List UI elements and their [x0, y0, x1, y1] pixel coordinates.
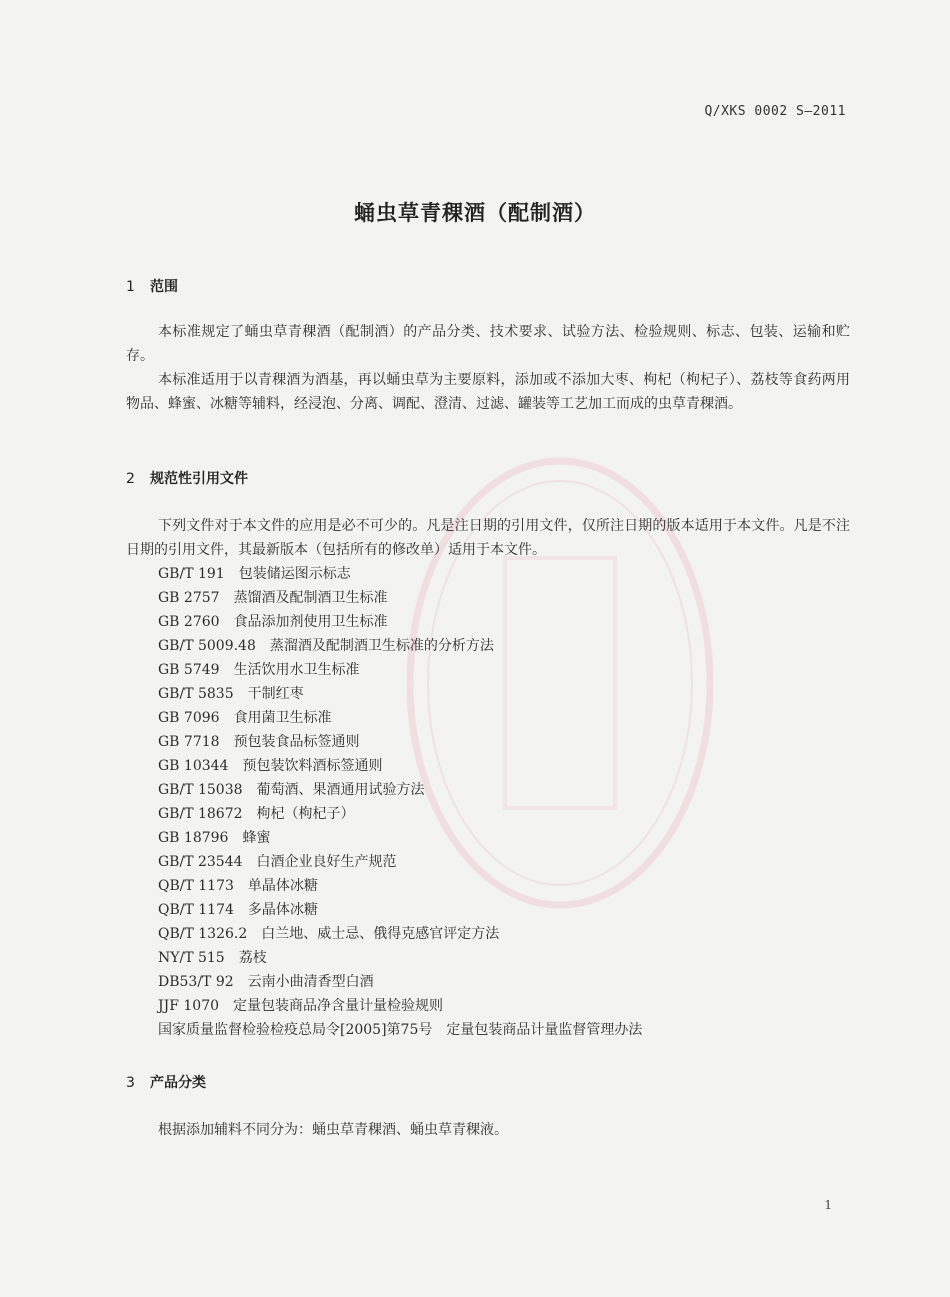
- reference-code: GB/T 5835: [158, 686, 234, 702]
- list-item: [158, 754, 642, 778]
- reference-title: 包装储运图示标志: [238, 566, 351, 582]
- reference-code: GB/T 5009.48: [158, 638, 256, 654]
- reference-title: 枸杞（枸杞子）: [256, 806, 355, 822]
- reference-title: 定量包装商品净含量计量检验规则: [233, 998, 444, 1014]
- section-heading-classification: [126, 1072, 206, 1092]
- list-item: [158, 658, 642, 682]
- reference-title: 荔枝: [238, 950, 267, 966]
- reference-code: GB 2760: [158, 614, 220, 630]
- reference-code: DB53/T 92: [158, 974, 234, 990]
- reference-code: NY/T 515: [158, 950, 225, 966]
- section-number: 1: [126, 279, 135, 295]
- reference-code: JJF 1070: [158, 998, 220, 1014]
- reference-title: 蜂蜜: [242, 830, 271, 846]
- reference-title: 生活饮用水卫生标准: [233, 662, 360, 678]
- reference-code: GB 7096: [158, 710, 220, 726]
- reference-title: 蒸溜酒及配制酒卫生标准的分析方法: [269, 638, 494, 654]
- section-heading-references: [126, 468, 248, 488]
- references-intro-paragraph: 下列文件对于本文件的应用是必不可少的。凡是注日期的引用文件，仅所注日期的版本适用于本文件。凡是不注日期的引用文件，其最新版本（包括所有的修改单）适用于本文件。: [126, 518, 850, 558]
- reference-code: QB/T 1326.2: [158, 926, 248, 942]
- reference-title: 食品添加剂使用卫生标准: [233, 614, 388, 630]
- list-item: [158, 970, 642, 994]
- list-item: [158, 778, 642, 802]
- list-item: [158, 946, 642, 970]
- reference-code: GB/T 23544: [158, 854, 243, 870]
- reference-title: 云南小曲清香型白酒: [247, 974, 374, 990]
- reference-list: [158, 562, 642, 1042]
- section-heading-scope: [126, 276, 178, 296]
- list-item: [158, 826, 642, 850]
- reference-code: GB 7718: [158, 734, 220, 750]
- reference-code: GB/T 18672: [158, 806, 243, 822]
- reference-code: GB 5749: [158, 662, 220, 678]
- list-item: [158, 994, 642, 1018]
- classification-paragraph: 根据添加辅料不同分为：蛹虫草青稞酒、蛹虫草青稞液。: [158, 1122, 508, 1138]
- scope-paragraph-1: 本标准规定了蛹虫草青稞酒（配制酒）的产品分类、技术要求、试验方法、检验规则、标志、包装、运输和贮存。: [126, 324, 850, 364]
- list-item: [158, 802, 642, 826]
- page-number: 1: [824, 1198, 832, 1212]
- list-item: [158, 850, 642, 874]
- reference-code: 国家质量监督检验检疫总局令[2005]第75号: [158, 1022, 433, 1038]
- list-item: [158, 898, 642, 922]
- document-code: Q/XKS 0002 S—2011: [704, 104, 846, 119]
- reference-title: 定量包装商品计量监督管理办法: [446, 1022, 643, 1038]
- reference-title: 白酒企业良好生产规范: [256, 854, 397, 870]
- document-title: 蛹虫草青稞酒（配制酒）: [354, 201, 596, 225]
- reference-code: GB/T 15038: [158, 782, 243, 798]
- section-heading-text: 产品分类: [150, 1075, 206, 1091]
- reference-title: 多晶体冰糖: [247, 902, 318, 918]
- list-item: [158, 634, 642, 658]
- list-item: [158, 586, 642, 610]
- list-item: [158, 1018, 642, 1042]
- list-item: [158, 562, 642, 586]
- list-item: [158, 730, 642, 754]
- section-number: 2: [126, 471, 135, 487]
- list-item: [158, 682, 642, 706]
- reference-title: 预包装饮料酒标签通则: [242, 758, 383, 774]
- section-heading-text: 规范性引用文件: [150, 471, 248, 487]
- reference-title: 白兰地、威士忌、俄得克感官评定方法: [261, 926, 500, 942]
- section-number: 3: [126, 1075, 135, 1091]
- list-item: [158, 922, 642, 946]
- reference-title: 食用菌卫生标准: [233, 710, 332, 726]
- reference-title: 预包装食品标签通则: [233, 734, 360, 750]
- reference-title: 蒸馏酒及配制酒卫生标准: [233, 590, 388, 606]
- list-item: [158, 706, 642, 730]
- reference-title: 干制红枣: [247, 686, 304, 702]
- reference-code: GB 18796: [158, 830, 229, 846]
- reference-code: QB/T 1174: [158, 902, 234, 918]
- reference-code: GB 10344: [158, 758, 229, 774]
- list-item: [158, 874, 642, 898]
- reference-code: QB/T 1173: [158, 878, 234, 894]
- reference-code: GB/T 191: [158, 566, 225, 582]
- reference-code: GB 2757: [158, 590, 220, 606]
- scope-paragraph-2: 本标准适用于以青稞酒为酒基，再以蛹虫草为主要原料，添加或不添加大枣、枸杞（枸杞子）、荔枝等食药两用物品、蜂蜜、冰糖等辅料，经浸泡、分离、调配、澄清、过滤、罐装等工艺加工而成的虫草青稞酒。: [126, 372, 850, 412]
- list-item: [158, 610, 642, 634]
- reference-title: 单晶体冰糖: [247, 878, 318, 894]
- reference-title: 葡萄酒、果酒通用试验方法: [256, 782, 425, 798]
- section-heading-text: 范围: [150, 279, 178, 295]
